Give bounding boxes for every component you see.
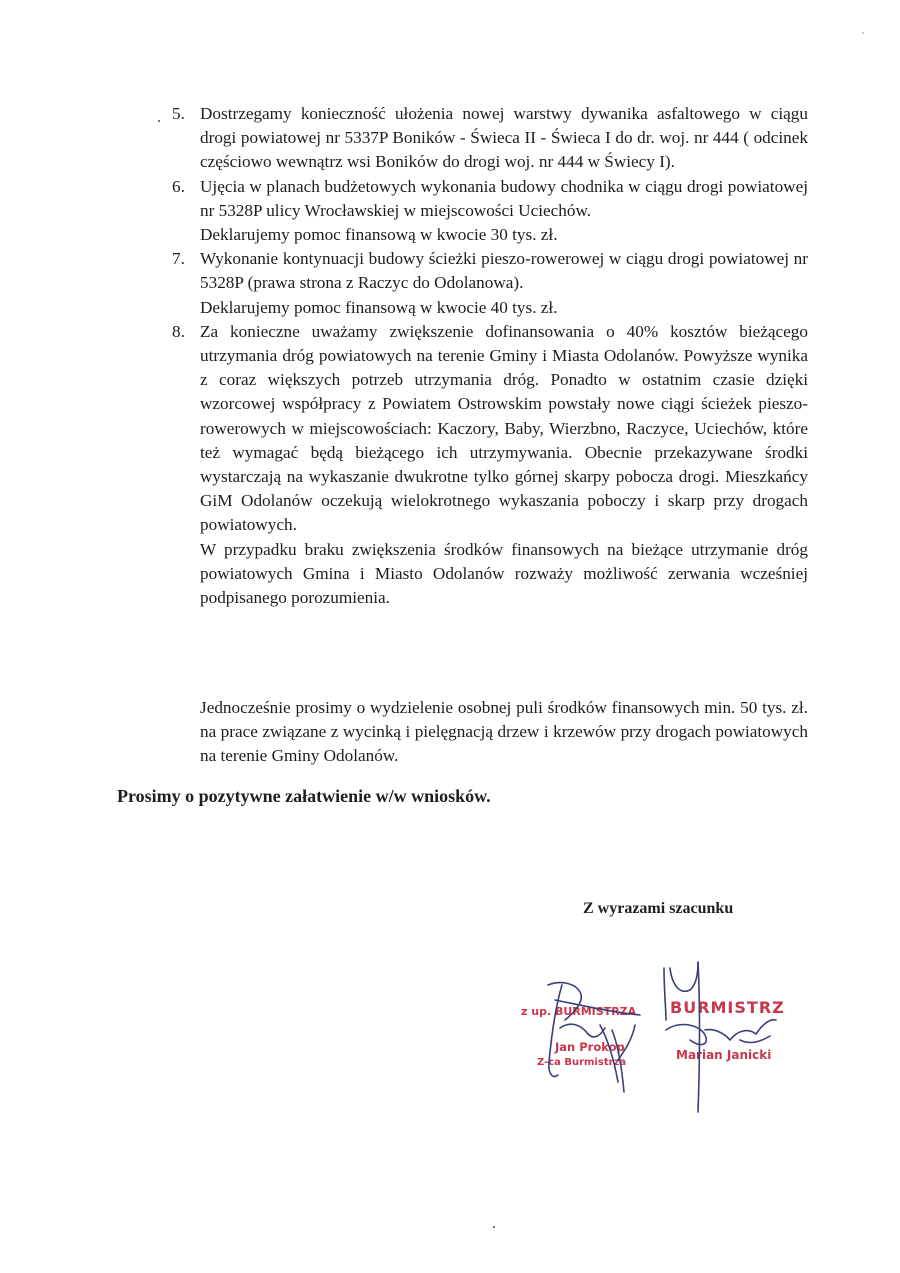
signature-left: [548, 983, 640, 1092]
item-number: 8.: [172, 321, 185, 341]
request-line: Prosimy o pozytywne załatwienie w/w wniosków.: [117, 786, 491, 806]
item-note: Deklarujemy pomoc finansową w kwocie 30 tys. zł.: [200, 225, 558, 245]
speck: [493, 1226, 495, 1228]
speck: [862, 32, 864, 34]
stamp-left-line1: z up. BURMISTRZA: [521, 1005, 637, 1018]
additional-request-paragraph: Jednocześnie prosimy o wydzielenie osobnej puli środków finansowych min. 50 tys. zł. na prace związane z wycinką i pielęgnacją drzew i krzewów przy drogach powiatowych na terenie Gminy Odolanów.: [200, 698, 808, 766]
item-text: Wykonanie kontynuacji budowy ścieżki pieszo-rowerowej w ciągu drogi powiatowej nr 5328P (prawa strona z Raczyc do Odolanowa).: [200, 249, 808, 293]
stamp-right-line2: Marian Janicki: [676, 1048, 772, 1062]
closing-line: Z wyrazami szacunku: [583, 900, 734, 917]
stamp-left-line3: Z-ca Burmistrza: [537, 1057, 627, 1068]
signature-right: [664, 962, 776, 1112]
stamp-left-line2: Jan Prokop: [555, 1040, 625, 1054]
item-text: Ujęcia w planach budżetowych wykonania budowy chodnika w ciągu drogi powiatowej nr 5328P ulicy Wrocławskiej w miejscowości Uciechów.: [200, 176, 808, 220]
item-text: Za konieczne uważamy zwiększenie dofinansowania o 40% kosztów bieżącego utrzymania dróg powiatowych na terenie Gminy i Miasta Odolanów. Powyższe wynika z coraz większych potrzeb utrzymania dróg. Ponadto w ostatnim czasie dzięki wzorcowej współpracy z Powiatem Ostrowskim powstały nowe ciągi ścieżek pieszo-rowerowych w miejscowościach: Kaczory, Baby, Wierzbno, Raczyce, Uciechów, które też wymagać będą bieżącego ich utrzymywania. Obecnie przekazywane środki wystarczają na wykaszanie dwukrotne tylko górnej skarpy pobocza drogi. Mieszkańcy GiM Odolanów oczekują wielokrotnego wykaszania poboczy i skarp przy drogach powiatowych.: [200, 321, 808, 535]
item-text: Dostrzegamy konieczność ułożenia nowej warstwy dywanika asfaltowego w ciągu drogi powiatowej nr 5337P Boników - Świeca II - Świeca I do dr. woj. nr 444 ( odcinek częściowo wewnątrz wsi Boników do drogi woj. nr 444 w Świecy I).: [200, 104, 808, 172]
item-note: W przypadku braku zwiększenia środków finansowych na bieżące utrzymanie dróg powiatowych Gmina i Miasto Odolanów rozważy możliwość zerwania wcześniej podpisanego porozumienia.: [200, 539, 808, 608]
item-number: 6.: [172, 176, 185, 196]
item-number: 7.: [172, 249, 185, 269]
stamp-right-line1: BURMISTRZ: [670, 998, 785, 1017]
item-note: Deklarujemy pomoc finansową w kwocie 40 tys. zł.: [200, 297, 558, 317]
speck: [158, 120, 160, 122]
item-number: 5.: [172, 104, 185, 123]
